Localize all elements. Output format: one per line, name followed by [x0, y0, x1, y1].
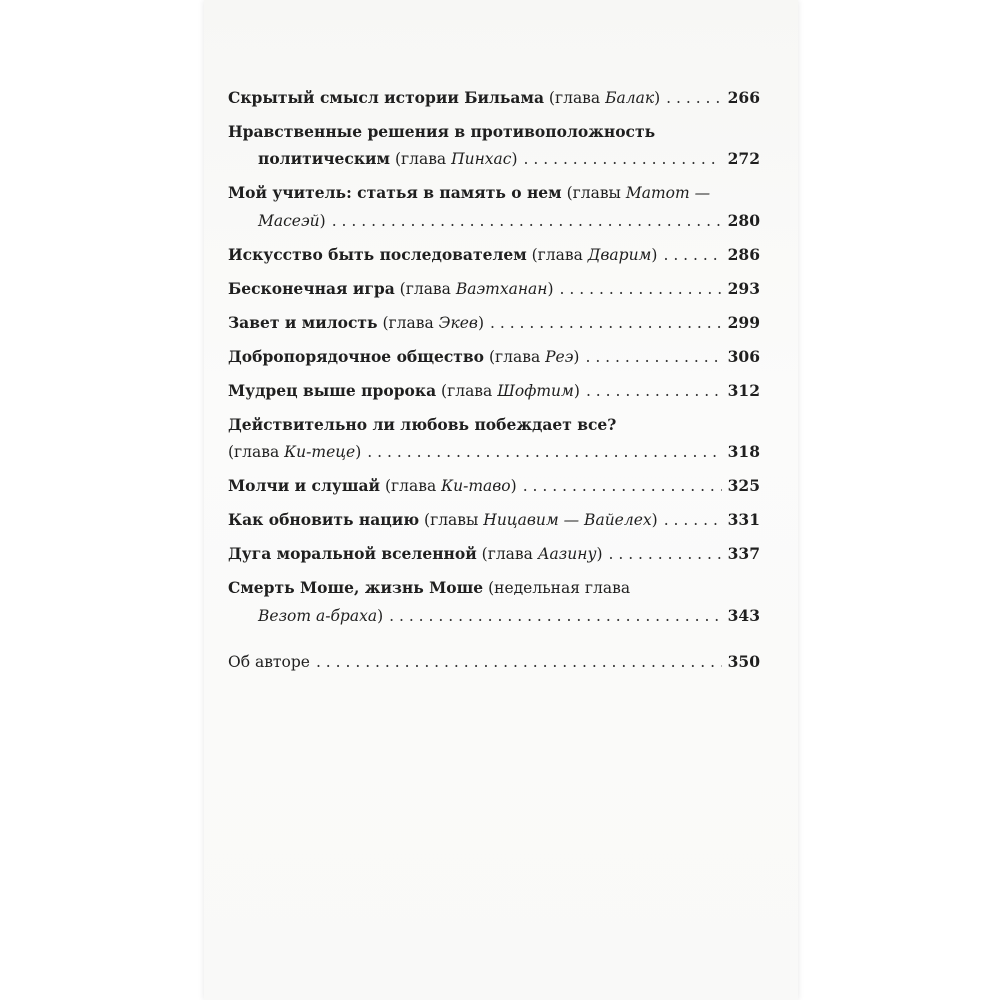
- entry-chapter-name: Ки-таво: [441, 477, 511, 495]
- entry-chapter-close: ): [654, 89, 661, 107]
- entry-title: Добропорядочное общество: [228, 347, 485, 366]
- entry-page-number: 306: [727, 347, 760, 366]
- toc-entry[interactable]: [228, 275, 760, 303]
- entry-chapter-name: Масеэй: [258, 212, 320, 230]
- entry-title: Мудрец выше пророка: [228, 381, 437, 400]
- entry-chapter-prefix: (главы: [561, 184, 626, 202]
- entry-chapter-name: Аазину: [537, 545, 597, 563]
- entry-chapter-name: Ницавим — Вайелех: [483, 511, 652, 529]
- entry-chapter-prefix: (глава: [390, 150, 452, 168]
- entry-chapter-close: ): [377, 607, 384, 625]
- entry-chapter-prefix: (глава: [476, 545, 538, 563]
- entry-chapter-prefix: (глава: [394, 280, 456, 298]
- entry-chapter-name: Ваэтханан: [455, 280, 548, 298]
- table-of-contents: [228, 84, 760, 682]
- dot-leader: [316, 649, 722, 676]
- entry-page-number: 325: [727, 476, 760, 495]
- dot-leader: [663, 242, 721, 269]
- dot-leader: [490, 310, 722, 337]
- entry-chapter-close: ): [511, 150, 518, 168]
- entry-chapter-prefix: (глава: [544, 89, 606, 107]
- entry-page-number: 266: [727, 88, 760, 107]
- toc-entry-line: [228, 648, 760, 676]
- dot-leader: [609, 541, 722, 568]
- entry-page-number: 312: [727, 381, 760, 400]
- entry-title: Молчи и слушай: [228, 476, 381, 495]
- entry-chapter-close: ): [573, 348, 580, 366]
- toc-entry[interactable]: [228, 179, 760, 235]
- entry-chapter-prefix: (глава: [526, 246, 588, 264]
- dot-leader: [367, 439, 721, 466]
- entry-title: Искусство быть последователем: [228, 245, 527, 264]
- entry-chapter-prefix: (глава: [228, 443, 285, 461]
- entry-title: Как обновить нацию: [228, 510, 420, 529]
- toc-entry-line: [228, 472, 760, 500]
- toc-entry-line: [228, 343, 760, 371]
- toc-entry-line: [228, 207, 760, 235]
- toc-entry[interactable]: [228, 241, 760, 269]
- dot-leader: [524, 146, 722, 173]
- toc-entry[interactable]: [228, 506, 760, 534]
- entry-chapter-close: ): [355, 443, 362, 461]
- entry-title: Об авторе: [228, 653, 310, 671]
- entry-page-number: 280: [727, 211, 760, 230]
- toc-entry-line: [228, 506, 760, 534]
- dot-leader: [523, 473, 722, 500]
- entry-title: Бесконечная игра: [228, 279, 395, 298]
- toc-entry[interactable]: [228, 309, 760, 337]
- toc-entry[interactable]: [228, 84, 760, 112]
- entry-chapter-name: Дварим: [587, 246, 652, 264]
- entry-chapter-close: ): [573, 382, 580, 400]
- entry-page-number: 318: [727, 442, 760, 461]
- toc-entry-line: [228, 241, 760, 269]
- entry-chapter-close: ): [651, 246, 658, 264]
- entry-chapter-prefix: (глава: [377, 314, 439, 332]
- entry-title: Завет и милость: [228, 313, 378, 332]
- toc-entry-line: [228, 84, 760, 112]
- entry-page-number: 286: [727, 245, 760, 264]
- entry-chapter-name: Пинхас: [451, 150, 512, 168]
- entry-chapter-name: Экев: [438, 314, 478, 332]
- toc-entry-line: [228, 179, 760, 207]
- entry-page-number: 272: [727, 149, 760, 168]
- dot-leader: [389, 603, 722, 630]
- entry-title: Дуга моральной вселенной: [228, 544, 477, 563]
- toc-entry[interactable]: [228, 540, 760, 568]
- entry-page-number: 293: [727, 279, 760, 298]
- entry-chapter-prefix: (недельная глава: [483, 579, 631, 597]
- entry-chapter-close: ): [651, 511, 658, 529]
- toc-entry-line: [228, 540, 760, 568]
- entry-chapter-name: Шофтим: [497, 382, 574, 400]
- toc-entry-line: [228, 275, 760, 303]
- dot-leader: [586, 378, 722, 405]
- entry-chapter-close: ): [510, 477, 517, 495]
- entry-chapter-prefix: (глава: [484, 348, 546, 366]
- dot-leader: [666, 85, 722, 112]
- toc-entry-line: [228, 411, 760, 438]
- dot-leader: [560, 276, 722, 303]
- toc-entry-about-author[interactable]: [228, 648, 760, 676]
- toc-entry-line: [228, 602, 760, 630]
- toc-entry[interactable]: [228, 472, 760, 500]
- entry-title: политическим: [258, 149, 391, 168]
- toc-entry-line: [228, 574, 760, 602]
- entry-title: Скрытый смысл истории Бильама: [228, 88, 544, 107]
- entry-chapter-close: ): [547, 280, 554, 298]
- toc-entry-line: [228, 118, 760, 145]
- dot-leader: [332, 208, 722, 235]
- entry-chapter-name: Матот —: [625, 184, 711, 202]
- toc-entry-line: [228, 309, 760, 337]
- entry-chapter-name: Ки-теце: [284, 443, 356, 461]
- entry-chapter-name: Балак: [605, 89, 655, 107]
- entry-title: Смерть Моше, жизнь Моше: [228, 578, 484, 597]
- entry-chapter-name: Реэ: [545, 348, 574, 366]
- entry-title: Действительно ли любовь побеждает все?: [228, 415, 617, 434]
- dot-leader: [664, 507, 722, 534]
- toc-entry[interactable]: [228, 343, 760, 371]
- entry-title: Мой учитель: статья в память о нем: [228, 183, 562, 202]
- entry-chapter-prefix: (глава: [380, 477, 442, 495]
- toc-entry[interactable]: [228, 118, 760, 173]
- entry-chapter-close: ): [319, 212, 326, 230]
- toc-entry-line: [228, 438, 760, 466]
- toc-entry[interactable]: [228, 377, 760, 405]
- toc-entry[interactable]: [228, 411, 760, 466]
- dot-leader: [585, 344, 721, 371]
- toc-entry[interactable]: [228, 574, 760, 630]
- entry-chapter-prefix: (главы: [419, 511, 484, 529]
- entry-chapter-close: ): [477, 314, 484, 332]
- entry-page-number: 331: [727, 510, 760, 529]
- entry-chapter-prefix: (глава: [436, 382, 498, 400]
- entry-page-number: 350: [727, 652, 760, 671]
- toc-entry-line: [228, 377, 760, 405]
- entry-chapter-name: Везот а-браха: [258, 607, 378, 625]
- entry-page-number: 343: [727, 606, 760, 625]
- entry-title: Нравственные решения в противоположность: [228, 122, 656, 141]
- toc-entry-line: [228, 145, 760, 173]
- entry-chapter-close: ): [596, 545, 603, 563]
- entry-page-number: 337: [727, 544, 760, 563]
- entry-page-number: 299: [727, 313, 760, 332]
